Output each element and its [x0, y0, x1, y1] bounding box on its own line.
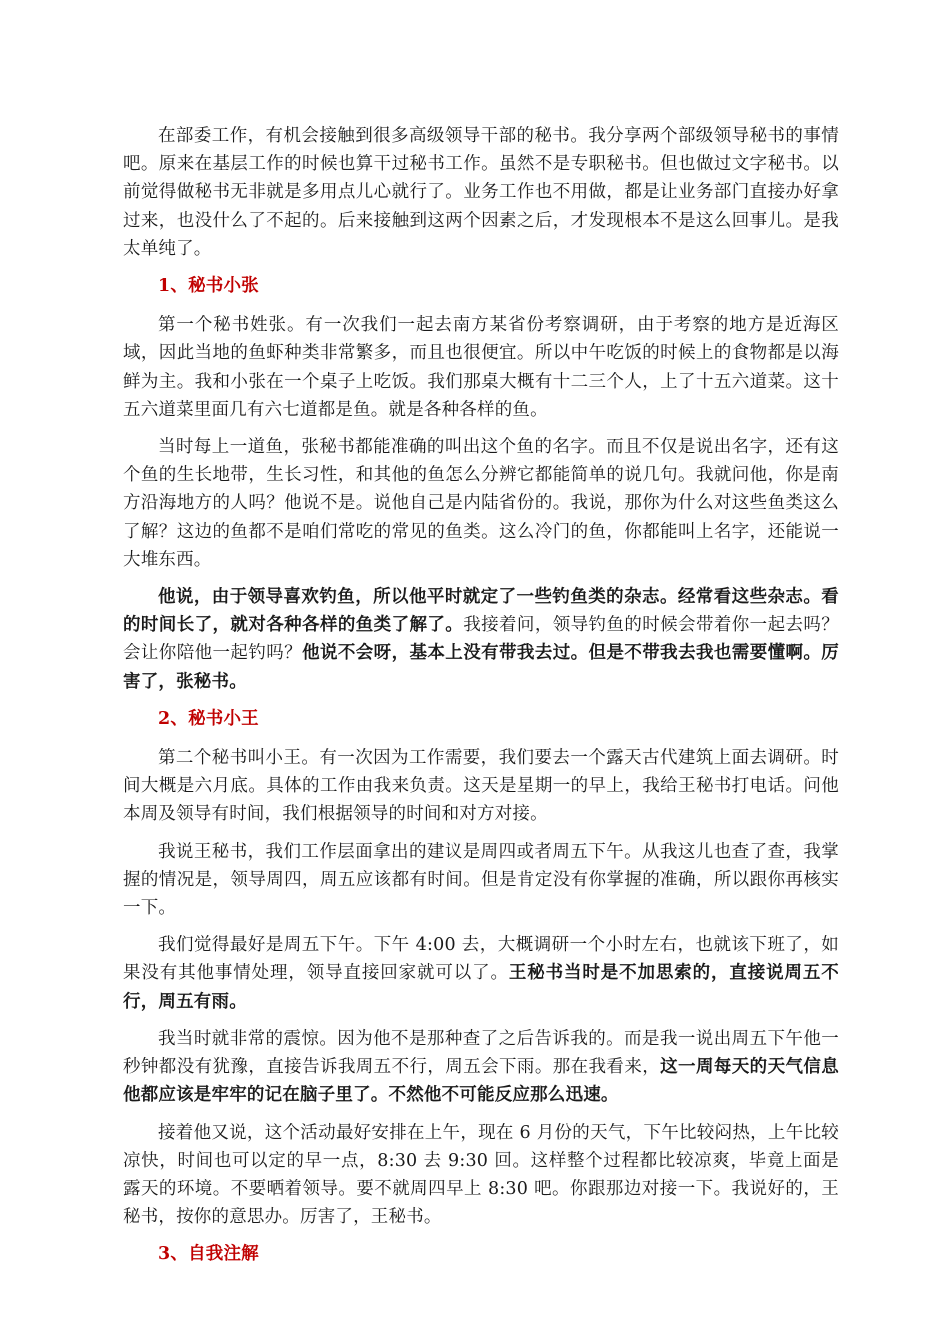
bold-text: 这一周每天的天气信息他都应该是牢牢的记在脑子里了。不然他不可能反应那么迅速。 — [123, 1057, 840, 1106]
section-heading-2: 2、秘书小王 — [158, 708, 259, 729]
paragraph: 第二个秘书叫小王。有一次因为工作需要，我们要去一个露天古代建筑上面去调研。时间大概是六月底。具体的工作由我来负责。这天是星期一的早上，我给王秘书打电话。问他本周及领导有时间，我们根据领导的时间和对方对接。 — [123, 748, 839, 825]
paragraph: 我说王秘书，我们工作层面拿出的建议是周四或者周五下午。从我这儿也查了查，我掌握的情况是，领导周四，周五应该都有时间。但是肯定没有你掌握的准确，所以跟你再核实一下。 — [123, 841, 839, 919]
bold-text: 他说不会呀，基本上没有带我去过。但是不带我去我也需要懂啊。厉害了，张秘书。 — [123, 643, 840, 692]
paragraph: 他说，由于领导喜欢钓鱼，所以他平时就定了一些钓鱼类的杂志。经常看这些杂志。看的时间长了，就对各种各样的鱼类了解了。我接着问，领导钓鱼的时候会带着你一起去吗？会让你陪他一起钓吗？他说不会呀，基本上没有带我去过。但是不带我去我也需要懂啊。厉害了，张秘书。 — [123, 587, 840, 692]
paragraph: 我当时就非常的震惊。因为他不是那种查了之后告诉我的。而是我一说出周五下午他一秒钟都没有犹豫，直接告诉我周五不行，周五会下雨。那在我看来，这一周每天的天气信息他都应该是牢牢的记在脑子里了。不然他不可能反应那么迅速。 — [123, 1028, 840, 1106]
paragraph: 第一个秘书姓张。有一次我们一起去南方某省份考察调研，由于考察的地方是近海区域，因此当地的鱼虾种类非常繁多，而且也很便宜。所以中午吃饭的时候上的食物都是以海鲜为主。我和小张在一个桌子上吃饭。我们那桌大概有十二三个人，上了十五六道菜。这十五六道菜里面几有六七道都是鱼。就是各种各样的鱼。 — [123, 315, 839, 420]
paragraph: 接着他又说，这个活动最好安排在上午，现在 6 月份的天气，下午比较闷热，上午比较凉快，时间也可以定的早一点，8:30 去 9:30 回。这样整个过程都比较凉爽，毕竟上面是露天的环境。不要晒着领导。要不就周四早上 8:30 吧。你跟那边对接一下。我说好的，王秘书，按你的意思办。厉害了，王秘书。 — [123, 1122, 839, 1228]
section-heading-3: 3、自我注解 — [158, 1244, 259, 1265]
bold-text: 王秘书当时是不加思索的，直接说周五不行，周五有雨。 — [123, 963, 839, 1012]
paragraph: 我们觉得最好是周五下午。下午 4:00 去，大概调研一个小时左右，也就该下班了，如果没有其他事情处理，领导直接回家就可以了。王秘书当时是不加思索的，直接说周五不行，周五有雨。 — [123, 935, 839, 1012]
intro-paragraph: 在部委工作，有机会接触到很多高级领导干部的秘书。我分享两个部级领导秘书的事情吧。原来在基层工作的时候也算干过秘书工作。虽然不是专职秘书。但也做过文字秘书。以前觉得做秘书无非就是多用点儿心就行了。业务工作也不用做，都是让业务部门直接办好拿过来，也没什么了不起的。后来接触到这两个因素之后，才发现根本不是这么回事儿。是我太单纯了。 — [123, 126, 839, 259]
paragraph: 当时每上一道鱼，张秘书都能准确的叫出这个鱼的名字。而且不仅是说出名字，还有这个鱼的生长地带，生长习性，和其他的鱼怎么分辨它都能简单的说几句。我就问他，你是南方沿海地方的人吗？他说不是。说他自己是内陆省份的。我说，那你为什么对这些鱼类这么了解？这边的鱼都不是咱们常吃的常见的鱼类。这么冷门的鱼，你都能叫上名字，还能说一大堆东西。 — [123, 437, 839, 570]
bold-text: 他说，由于领导喜欢钓鱼，所以他平时就定了一些钓鱼类的杂志。经常看这些杂志。看的时间长了，就对各种各样的鱼类了解了。 — [123, 587, 839, 636]
article-body — [123, 122, 839, 1280]
section-heading-1: 1、秘书小张 — [158, 276, 259, 297]
